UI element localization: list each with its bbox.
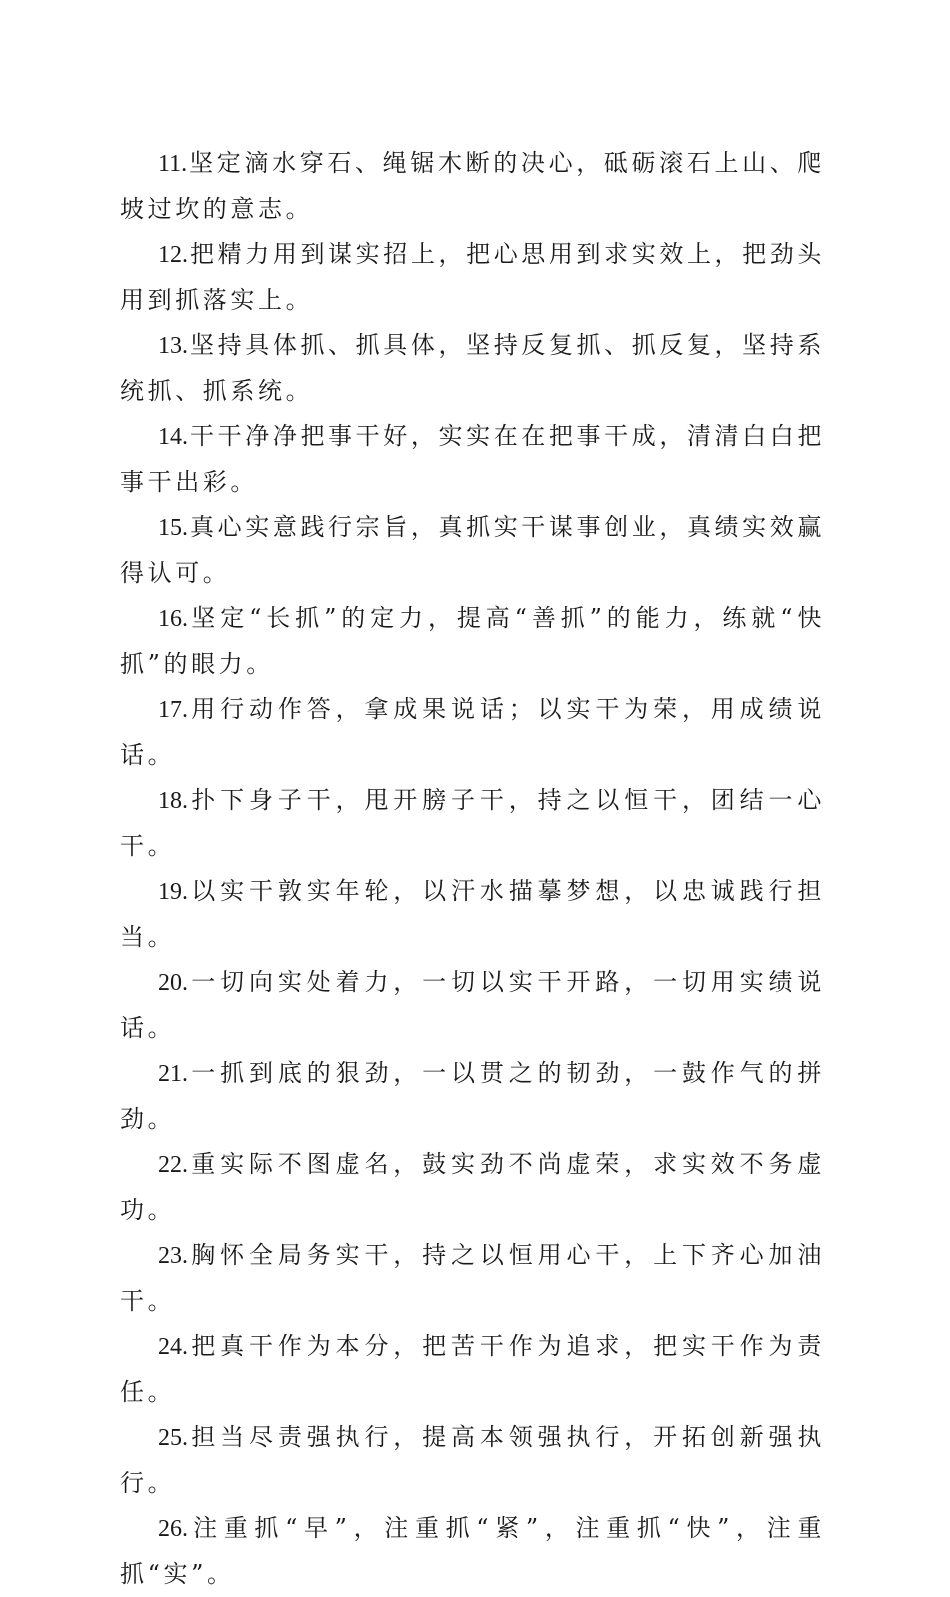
list-item [120, 1051, 825, 1142]
item-number: 26. [158, 1516, 188, 1542]
list-item [120, 960, 825, 1051]
item-number: 25. [158, 1425, 188, 1451]
item-text: 重实际不图虚名，鼓实劲不尚虚荣，求实效不务虚功。 [120, 1150, 825, 1224]
item-number: 19. [158, 879, 188, 905]
item-number: 24. [158, 1334, 188, 1360]
list-item [120, 141, 825, 232]
item-text: 干干净净把事干好，实实在在把事干成，清清白白把事干出彩。 [120, 422, 825, 496]
item-text: 扑下身子干，甩开膀子干，持之以恒干，团结一心干。 [120, 786, 825, 860]
item-number: 15. [158, 515, 188, 541]
item-text: 以实干敦实年轮，以汗水描摹梦想，以忠诚践行担当。 [120, 877, 825, 951]
list-item [120, 1233, 825, 1324]
list-item [120, 232, 825, 323]
list-item [120, 1415, 825, 1506]
list-item [120, 414, 825, 505]
item-text: 把真干作为本分，把苦干作为追求，把实干作为责任。 [120, 1332, 825, 1406]
list-item [120, 596, 825, 687]
item-number: 13. [158, 333, 188, 359]
list-item [120, 1506, 825, 1597]
list-item [120, 1324, 825, 1415]
item-text: 真心实意践行宗旨，真抓实干谋事创业，真绩实效赢得认可。 [120, 513, 825, 587]
item-number: 20. [158, 970, 188, 996]
item-text: 坚持具体抓、抓具体，坚持反复抓、抓反复，坚持系统抓、抓系统。 [120, 331, 825, 405]
item-number: 17. [158, 697, 188, 723]
item-text: 胸怀全局务实干，持之以恒用心干，上下齐心加油干。 [120, 1241, 825, 1315]
item-number: 22. [158, 1152, 188, 1178]
list-item [120, 323, 825, 414]
list-item [120, 869, 825, 960]
item-text: 一抓到底的狠劲，一以贯之的韧劲，一鼓作气的拼劲。 [120, 1059, 825, 1133]
document-body [120, 141, 825, 1597]
item-number: 14. [158, 424, 188, 450]
item-text: 坚定滴水穿石、绳锯木断的决心，砥砺滚石上山、爬坡过坎的意志。 [120, 149, 825, 223]
item-text: 坚定“长抓”的定力，提高“善抓”的能力，练就“快抓”的眼力。 [120, 604, 825, 678]
list-item [120, 778, 825, 869]
item-number: 18. [158, 788, 188, 814]
item-number: 11. [158, 151, 188, 177]
item-text: 注重抓“早”，注重抓“紧”，注重抓“快”，注重抓“实”。 [120, 1514, 825, 1588]
item-text: 把精力用到谋实招上，把心思用到求实效上，把劲头用到抓落实上。 [120, 240, 825, 314]
item-text: 用行动作答，拿成果说话；以实干为荣，用成绩说话。 [120, 695, 825, 769]
item-number: 16. [158, 606, 188, 632]
item-number: 12. [158, 242, 188, 268]
list-item [120, 1142, 825, 1233]
item-text: 一切向实处着力，一切以实干开路，一切用实绩说话。 [120, 968, 825, 1042]
list-item [120, 505, 825, 596]
item-text: 担当尽责强执行，提高本领强执行，开拓创新强执行。 [120, 1423, 825, 1497]
item-number: 21. [158, 1061, 188, 1087]
list-item [120, 687, 825, 778]
item-number: 23. [158, 1243, 188, 1269]
